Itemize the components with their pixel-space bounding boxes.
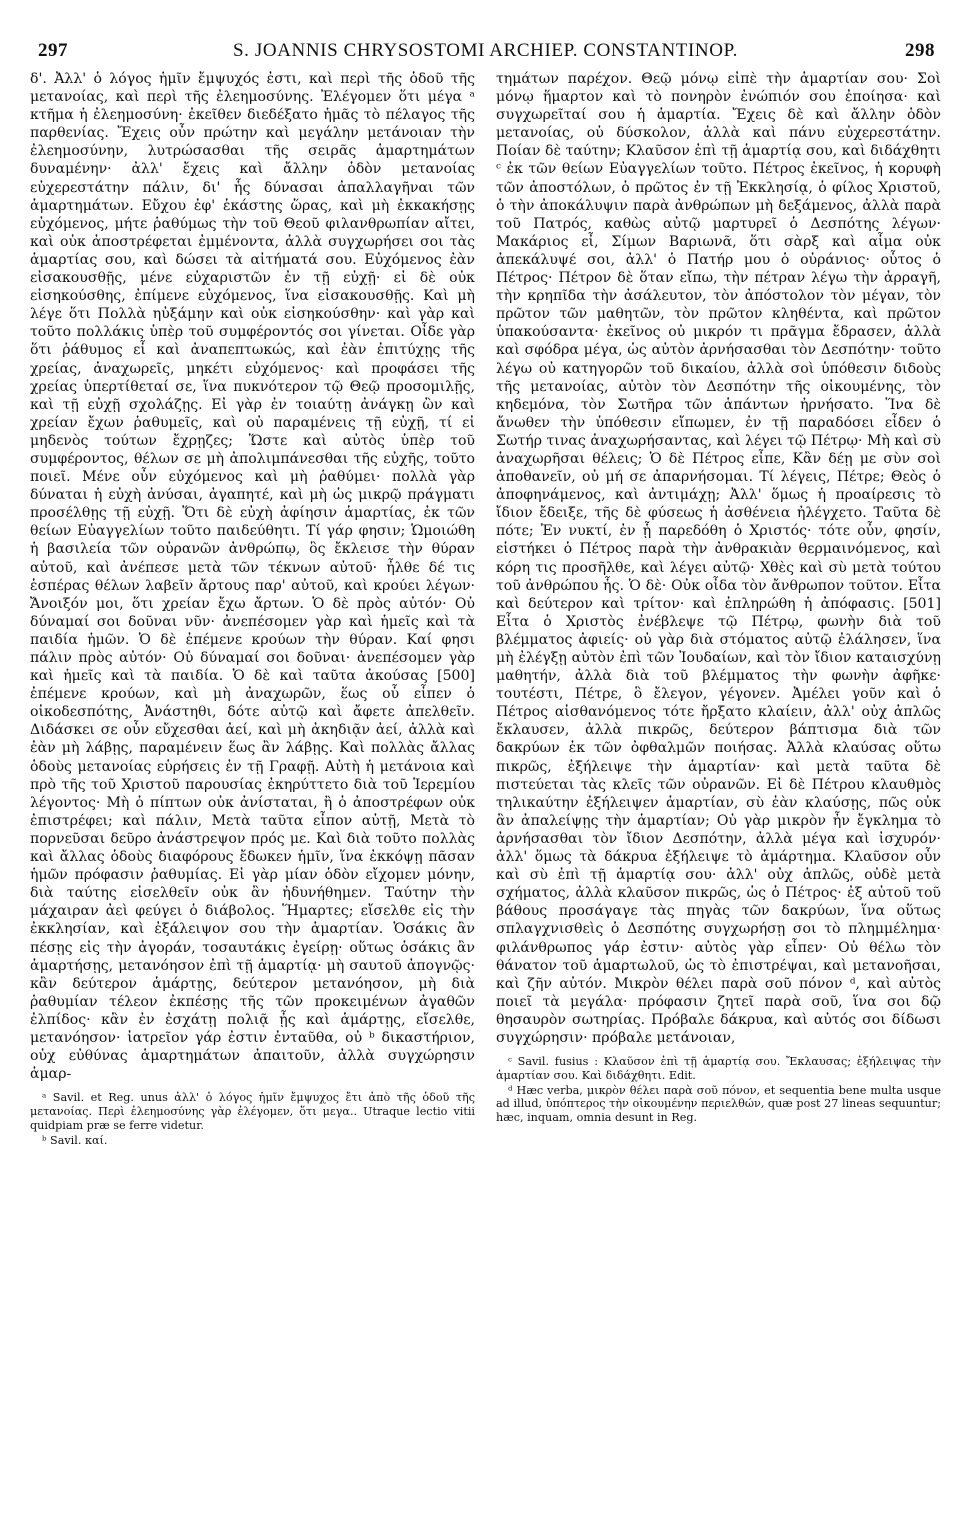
page-number-left: 297 [38,40,68,61]
right-column [496,70,946,1518]
footnote-b: ᵇ Savil. καί. [42,1133,108,1147]
running-header [30,36,941,70]
footnote-c: ᶜ Savil. fusius : Κλαῦσον ἐπὶ τῇ ἁμαρτίᾳ σου. Ἔκλαυσας; ἐξήλειψας τὴν ἁμαρτίαν σου. Καὶ διδάχθητι. Edit. [496,1055,945,1082]
two-column-body [30,70,946,1518]
running-title: S. JOANNIS CHRYSOSTOMI ARCHIEP. CONSTANTINOP. [233,40,738,61]
left-column [30,70,480,1518]
right-footnotes [496,1055,945,1125]
footnote-a: ᵃ Savil. et Reg. unus ἀλλ' ὁ λόγος ἡμῖν ἔμψυχος ἔτι ἀπὸ τῆς ὁδοῦ τῆς μετανοίας. Περὶ ἐλεημοσύνης γὰρ ἐλέγομεν, ὅτι μεγα.. Utraque lectio vitii quidpiam præ se ferre videtur. [30,1091,479,1132]
right-column-text: τημάτων παρέχον. Θεῷ μόνῳ εἰπὲ τὴν ἁμαρτίαν σου· Σοὶ μόνῳ ἥμαρτον καὶ τὸ πονηρὸν ἐνώπιόν σου ἐποίησα· καὶ συγχωρεῖταί σου ἡ ἁμαρτία. Ἔχεις δὲ καὶ ἄλλην ὁδὸν μετανοίας, οὐ δύσκολον, ἀλλὰ καὶ πάνυ εὐχερεστάτην. Ποίαν δὲ ταύτην; Κλαῦσον ἐπὶ τῇ ἁμαρτίᾳ σου, καὶ διδάχθητι ᶜ ἐκ τῶν θείων Εὐαγγελίων τοῦτο. Πέτρος ἐκεῖνος, ἡ κορυφὴ τῶν ἀποστόλων, ὁ πρῶτος ἐν τῇ Ἐκκλησίᾳ, ὁ φίλος Χριστοῦ, ὁ τὴν ἀποκάλυψιν παρὰ ἀνθρώπων μὴ δεξάμενος, ἀλλὰ παρὰ τοῦ Πατρός, καθὼς αὐτῷ μαρτυρεῖ ὁ Δεσπότης λέγων· Μακάριος εἶ, Σίμων Βαριωνᾶ, ὅτι σὰρξ καὶ αἷμα οὐκ ἀπεκάλυψέ σοι, ἀλλ' ὁ Πατήρ μου ὁ οὐράνιος· οὗτος ὁ Πέτρος· Πέτρον δὲ ὅταν εἴπω, τὴν πέτραν λέγω τὴν ἀρραγῆ, τὴν κρηπῖδα τὴν ἀσάλευτον, τὸν ἀπόστολον τὸν μέγαν, τὸν πρῶτον τῶν μαθητῶν, τὸν πρῶτον κληθέντα, καὶ πρῶτον ὑπακούσαντα· ἐκεῖνος οὐ μικρόν τι πρᾶγμα ἔδρασεν, ἀλλὰ καὶ σφόδρα μέγα, ὡς αὐτὸν ἀρνήσασθαι τὸν Δεσπότην· τοῦτο λέγω οὐ κατηγορῶν τοῦ δικαίου, ἀλλὰ σοὶ ὑπόθεσιν διδοὺς τῆς μετανοίας, αὐτὸν τὸν Δεσπότην τῆς οἰκουμένης, τὸν κηδεμόνα, τὸν Σωτῆρα τῶν ἁπάντων ἠρνήσατο. Ἵνα δὲ ἄνωθεν τὴν ὑπόθεσιν εἴπωμεν, ἐν τῇ παραδόσει εἶδεν ὁ Σωτήρ τινας ἀναχωρήσαντας, καὶ λέγει τῷ Πέτρῳ· Μὴ καὶ σὺ ἀναχωρῆσαι θέλεις; Ὁ δὲ Πέτρος εἶπε, Κἂν δέῃ με σὺν σοὶ ἀποθανεῖν, οὐ μή σε ἀπαρνήσομαι. Τί λέγεις, Πέτρε; Θεὸς ὁ ἀποφηνάμενος, καὶ ἀντιμάχῃ; Ἀλλ' ὅμως ἡ προαίρεσις τὸ ἴδιον ἔδειξε, τῆς δὲ φύσεως ἡ ἀσθένεια ἠλέγχετο. Ταῦτα δὲ πότε; Ἐν νυκτί, ἐν ᾗ παρεδόθη ὁ Χριστός· τότε οὖν, φησίν, εἱστήκει ὁ Πέτρος παρὰ τὴν ἀνθρακιὰν θερμαινόμενος, καὶ κόρη τις προσῆλθε, καὶ λέγει αὐτῷ· Χθὲς καὶ σὺ μετὰ τούτου τοῦ ἀνθρώπου ἦς. Ὁ δὲ· Οὐκ οἶδα τὸν ἄνθρωπον τοῦτον. Εἶτα καὶ δεύτερον καὶ τρίτον· καὶ ἐπληρώθη ἡ ἀπόφασις. [501] Εἶτα ὁ Χριστὸς ἐνέβλεψε τῷ Πέτρῳ, φωνὴν διὰ τοῦ βλέμματος ἀφιείς· οὐ γὰρ διὰ στόματος αὐτῷ ἐλάλησεν, ἵνα μὴ ἐλέγξῃ αὐτὸν ἐπὶ τῶν Ἰουδαίων, καὶ τὸν ἴδιον καταισχύνῃ μαθητήν, ἀλλὰ διὰ τοῦ βλέμματος τὴν φωνὴν ἀφῆκε· τουτέστι, Πέτρε, ὃ ἔλεγον, γέγονεν. Ἀμέλει γοῦν καὶ ὁ Πέτρος αἰσθανόμενος τότε ἤρξατο κλαίειν, ἀλλ' οὐχ ἁπλῶς ἔκλαυσεν, ἀλλὰ πικρῶς, δεύτερον βάπτισμα διὰ τῶν δακρύων ἐκ τῶν ὀφθαλμῶν ποιήσας. Ἀλλὰ κλαύσας οὕτω πικρῶς, ἐξήλειψε τὴν ἁμαρτίαν· καὶ μετὰ ταῦτα δὲ πιστεύεται τὰς κλεῖς τῶν οὐρανῶν. Εἰ δὲ Πέτρου κλαυθμὸς τηλικαύτην ἐξήλειψεν ἁμαρτίαν, σὺ ἐὰν κλαύσῃς, πῶς οὐκ ἂν ἀπαλείψῃς τὴν ἁμαρτίαν; Οὐ γὰρ μικρὸν ἦν ἔγκλημα τὸ ἀρνήσασθαι τὸν ἴδιον Δεσπότην, ἀλλὰ μέγα καὶ ἰσχυρόν· ἀλλ' ὅμως τὰ δάκρυα ἐξήλειψε τὸ ἁμάρτημα. Κλαῦσον οὖν καὶ σὺ ἐπὶ τῇ ἁμαρτίᾳ σου· ἀλλ' οὐχ ἁπλῶς, οὐδὲ μετὰ σχήματος, ἀλλὰ κλαῦσον πικρῶς, ὡς ὁ Πέτρος· ἐξ αὐτοῦ τοῦ βάθους προσάγαγε τὰς πηγὰς τῶν δακρύων, ἵνα οὕτως σπλαγχνισθεὶς ὁ Δεσπότης συγχωρήσῃ σοι τὸ πλημμέλημα· φιλάνθρωπος γάρ ἐστιν· αὐτὸς γὰρ εἶπεν· Οὐ θέλω τὸν θάνατον τοῦ ἁμαρτωλοῦ, ὡς τὸ ἐπιστρέψαι, καὶ μετανοῆσαι, καὶ ζῆν αὐτόν. Μικρὸν θέλει παρὰ σοῦ πόνον ᵈ, καὶ αὐτὸς ποιεῖ τὰ μεγάλα· πρόφασιν ζητεῖ παρὰ σοῦ, ἵνα σοι δῷ θησαυρὸν σωτηρίας. Πρόβαλε δάκρυα, καὶ αὐτός σοι δίδωσι συγχώρησιν· πρόβαλε μετάνοιαν, [496,71,946,1046]
left-column-text: δ'. Ἀλλ' ὁ λόγος ἡμῖν ἔμψυχός ἐστι, καὶ περὶ τῆς ὁδοῦ τῆς μετανοίας, καὶ περὶ τῆς ἐλεημοσύνης. Ἐλέγομεν ὅτι μέγα ᵃ κτῆμα ἡ ἐλεημοσύνη· ἐκεῖθεν διεδέξατο ἡμᾶς τὸ πέλαγος τῆς παρθενίας. Ἔχεις οὖν πρώτην καὶ μεγάλην μετάνοιαν τὴν ἐλεημοσύνην, λυτρώσασθαι τῆς σειρᾶς ἁμαρτημάτων δυναμένην· ἀλλ' ἔχεις καὶ ἄλλην ὁδὸν μετανοίας εὐχερεστάτην πάλιν, δι' ἧς δύνασαι ἀπαλλαγῆναι τῶν ἁμαρτημάτων. Εὔχου ἐφ' ἑκάστης ὥρας, καὶ μὴ ἐκκακήσῃς εὐχόμενος, μήτε ῥαθύμως τὴν τοῦ Θεοῦ φιλανθρωπίαν αἴτει, καὶ οὐκ ἀποστρέφεται ἐμμένοντα, ἀλλὰ συγχωρήσει σοι τὰς ἁμαρτίας σου, καὶ δώσει τὰ αἰτήματά σου. Εὐχόμενος ἐὰν εἰσακουσθῇς, μένε εὐχαριστῶν ἐν τῇ εὐχῇ· εἰ δὲ οὐκ εἰσηκούσθης, ἐπίμενε εὐχόμενος, ἵνα εἰσακουσθῇς. Καὶ μὴ λέγε ὅτι Πολλὰ ηὐξάμην καὶ οὐκ εἰσηκούσθην· καὶ γὰρ καὶ τοῦτο πολλάκις ὑπὲρ τοῦ συμφέροντός σοι γίνεται. Οἶδε γὰρ ὅτι ῥάθυμος εἶ καὶ ἀναπεπτωκώς, καὶ ἐὰν ἐπιτύχῃς τῆς χρείας, ἀναχωρεῖς, μηκέτι εὐχόμενος· καὶ προφάσει τῆς χρείας ὑπερτίθεταί σε, ἵνα πυκνότερον τῷ Θεῷ προσομιλῇς, καὶ τῇ εὐχῇ σχολάζῃς. Εἰ γὰρ ἐν τοιαύτῃ ἀνάγκῃ ὢν καὶ χρείαν ἔχων ῥαθυμεῖς, καὶ οὐ παραμένεις τῇ εὐχῇ, τί εἰ μηδενὸς τούτων ἔχρῃζες; Ὥστε καὶ αὐτὸς ὑπὲρ τοῦ συμφέροντος, θέλων σε μὴ ἀπολιμπάνεσθαι τῆς εὐχῆς, τοῦτο ποιεῖ. Μένε οὖν εὐχόμενος καὶ μὴ ῥαθύμει· πολλὰ γὰρ δύναται ἡ εὐχὴ ἀνύσαι, ἀγαπητέ, καὶ μὴ ὡς μικρῷ πράγματι προσέλθῃς τῇ εὐχῇ. Ὅτι δὲ εὐχὴ ἀφίησιν ἁμαρτίας, ἐκ τῶν θείων Εὐαγγελίων τοῦτο παιδεύθητι. Τί γάρ φησιν; Ὡμοιώθη ἡ βασιλεία τῶν οὐρανῶν ἀνθρώπῳ, ὃς ἔκλεισε τὴν θύραν αὐτοῦ, καὶ ἀνέπεσε μετὰ τῶν τέκνων αὐτοῦ· ἦλθε δέ τις ἑσπέρας θέλων λαβεῖν ἄρτους παρ' αὐτοῦ, καὶ κρούει λέγων· Ἄνοιξόν μοι, ὅτι χρείαν ἔχω ἄρτων. Ὁ δὲ πρὸς αὐτόν· Οὐ δύναμαί σοι δοῦναι νῦν· ἀνεπέσομεν γὰρ καὶ ἡμεῖς καὶ τὰ παιδία ἡμῶν. Ὁ δὲ ἐπέμενε κρούων τὴν θύραν. Καί φησι πάλιν πρὸς αὐτόν· Οὐ δύναμαί σοι δοῦναι· ἀνεπέσομεν γὰρ καὶ ἡμεῖς καὶ τὰ παιδία. Ὁ δὲ καὶ ταῦτα ἀκούσας [500] ἐπέμενε κρούων, καὶ μὴ ἀναχωρῶν, ἕως οὗ εἶπεν ὁ οἰκοδεσπότης, Ἀνάστηθι, δότε αὐτῷ καὶ ἄφετε ἀπελθεῖν. Διδάσκει σε οὖν εὔχεσθαι ἀεί, καὶ μὴ ἀκηδιᾷν ἀεί, ἀλλὰ καὶ ἐὰν μὴ λάβῃς, παραμένειν ἕως ἂν λάβῃς. Καὶ πολλὰς ἄλλας ὁδοὺς μετανοίας εὑρήσεις ἐν τῇ Γραφῇ. Αὐτὴ ἡ μετάνοια καὶ πρὸ τῆς τοῦ Χριστοῦ παρουσίας ἐκηρύττετο διὰ τοῦ Ἱερεμίου λέγοντος· Μὴ ὁ πίπτων οὐκ ἀνίσταται, ἢ ὁ ἀποστρέφων οὐκ ἐπιστρέφει; καὶ πάλιν, Μετὰ ταῦτα εἶπον αὐτῇ, Μετὰ τὸ πορνεῦσαι δεῦρο ἀνάστρεψον πρός με. Καὶ διὰ τοῦτο πολλὰς καὶ ἄλλας ὁδοὺς διαφόρους ἔδωκεν ἡμῖν, ἵνα ἐκκόψῃ πᾶσαν ἡμῶν πρόφασιν ῥαθυμίας. Εἰ γὰρ μίαν ὁδὸν εἴχομεν μόνην, διὰ ταύτης εἰσελθεῖν οὐκ ἂν ἠδυνήθημεν. Ταύτην τὴν μάχαιραν ἀεὶ φεύγει ὁ διάβολος. Ἥμαρτες; εἴσελθε εἰς τὴν ἐκκλησίαν, καὶ ἐξάλειψον σου τὴν ἁμαρτίαν. Ὁσάκις ἂν πέσῃς εἰς τὴν ἀγοράν, τοσαυτάκις ἐγείρῃ· οὕτως ὁσάκις ἂν ἁμαρτήσῃς, μετανόησον ἐπὶ τῇ ἁμαρτίᾳ· μὴ σαυτοῦ ἀπογνῷς· κἂν δεύτερον ἁμάρτῃς, δεύτερον μετανόησον, μὴ διὰ ῥαθυμίαν τέλεον ἐκπέσῃς τῆς τῶν προκειμένων ἀγαθῶν ἐλπίδος· κἂν ἐν ἐσχάτῃ πολιᾷ ᾖς καὶ ἁμάρτῃς, εἴσελθε, μετανόησον· ἰατρεῖον γάρ ἐστιν ἐνταῦθα, οὐ ᵇ δικαστήριον, οὐχ εὐθύνας ἁμαρτημάτων ἀπαιτοῦν, ἀλλὰ συγχώρησιν ἁμαρ- [30,71,480,1083]
page-number-right: 298 [905,40,935,61]
left-footnotes [30,1091,479,1147]
footnote-d: ᵈ Hæc verba, μικρὸν θέλει παρὰ σοῦ πόνον, et sequentia bene multa usque ad illud, ὑπόπτερος τὴν οἰκουμένην περιελθών, quæ post 27 lineas sequuntur; hæc, inquam, omnia desunt in Reg. [496,1083,945,1125]
